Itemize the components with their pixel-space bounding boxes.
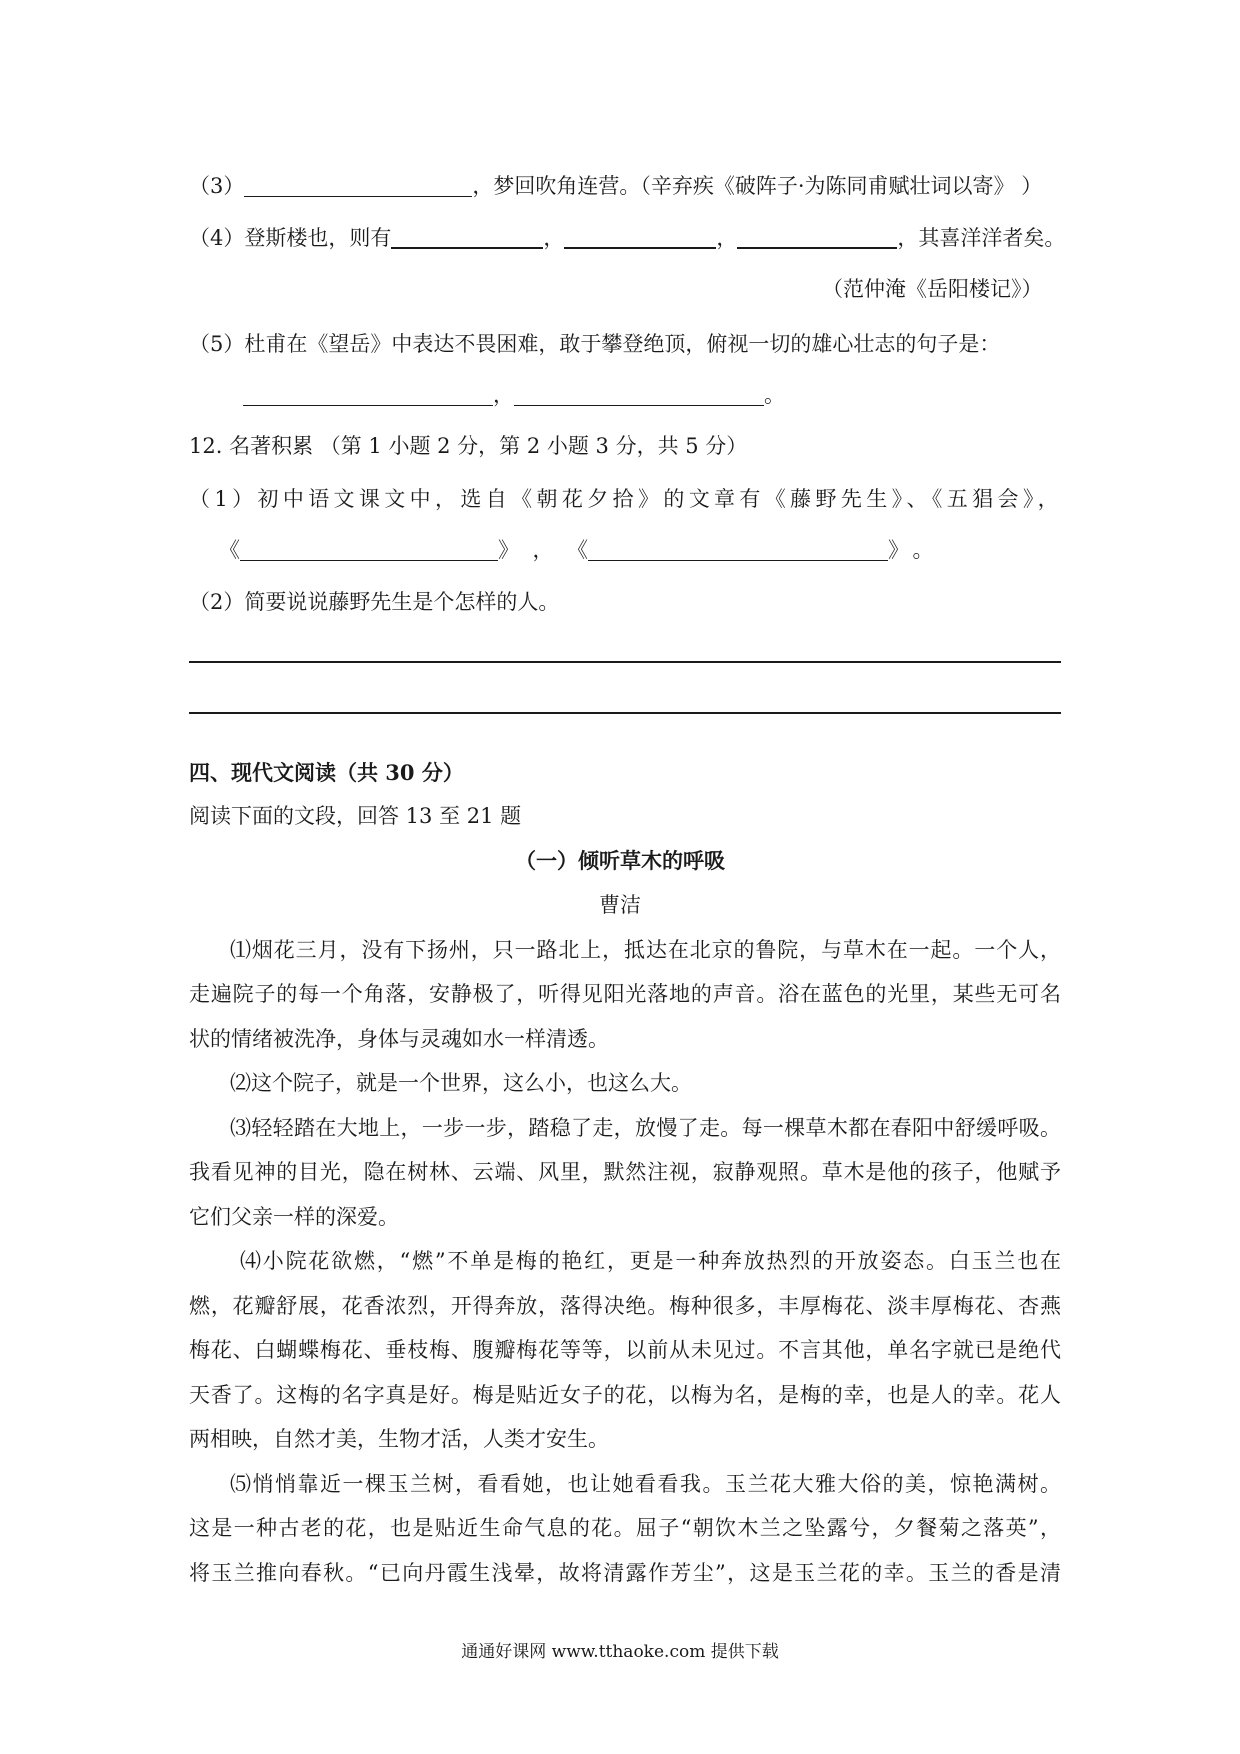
article-line: 两相映，自然才美，生物才活，人类才安生。 (189, 1427, 609, 1451)
answer-blank[interactable] (243, 383, 493, 406)
page-footer: 通通好课网 www.tthaoke.com 提供下载 (461, 1642, 779, 1662)
q11-item5: （5）杜甫在《望岳》中表达不畏困难，敢于攀登绝顶，俯视一切的雄心壮志的句子是： (189, 332, 1001, 356)
article-line: 燃，花瓣舒展，花香浓烈，开得奔放，落得决绝。梅种很多，丰厚梅花、淡丰厚梅花、杏燕 (189, 1294, 1062, 1318)
q11-item4 (189, 223, 1065, 253)
article-author: 曹洁 (599, 893, 641, 917)
article-line: ⑷小院花欲燃，“燃”不单是梅的艳红，更是一种奔放热烈的开放姿态。白玉兰也在 (240, 1249, 1063, 1273)
separator: 。 (912, 538, 934, 562)
book-bracket-close: 》 (498, 538, 509, 562)
answer-blank[interactable] (737, 225, 897, 249)
q11-item4-source: （范仲淹《岳阳楼记》） (822, 277, 1043, 301)
answer-blank[interactable] (564, 225, 716, 249)
item-text: ，其喜洋洋者矣。 (897, 226, 1066, 250)
answer-line[interactable] (189, 661, 1061, 663)
answer-line[interactable] (189, 712, 1061, 714)
section-title: 四、现代文阅读（共 30 分） (189, 760, 464, 785)
article-line: 这是一种古老的花，也是贴近生命气息的花。屈子“朝饮木兰之坠露兮，夕餐菊之落英”， (189, 1516, 1063, 1540)
article-line: 走遍院子的每一个角落，安静极了，听得见阳光落地的声音。浴在蓝色的光里，某些无可名 (189, 982, 1062, 1006)
answer-blank[interactable] (514, 383, 764, 406)
separator: ， (543, 226, 565, 250)
article-line: ⑶轻轻踏在大地上，一步一步，踏稳了走，放慢了走。每一棵草木都在春阳中舒缓呼吸。 (230, 1116, 1062, 1140)
answer-blank[interactable] (391, 225, 543, 249)
q12-item1-answer (219, 535, 934, 565)
q11-item3 (189, 171, 1042, 201)
book-bracket-close: 》 (888, 538, 899, 562)
q12-item1 (189, 484, 1064, 514)
q11-item5-answer (243, 380, 785, 410)
separator: ， (716, 226, 738, 250)
article-line: 它们父亲一样的深爱。 (189, 1205, 399, 1229)
article-line: 状的情绪被洗净，身体与灵魂如水一样清透。 (189, 1027, 609, 1051)
item-text: ，梦回吹角连营。（辛弃疾《破阵子·为陈同甫赋壮词以寄》 ） (472, 174, 1043, 198)
book-bracket-open: 《 (577, 538, 588, 562)
q12-item2: （2）简要说说藤野先生是个怎样的人。 (189, 590, 560, 614)
item-number: （3） (189, 174, 245, 198)
item-text: （4）登斯楼也，则有 (189, 226, 392, 250)
article-line: 天香了。这梅的名字真是好。梅是贴近女子的花，以梅为名，是梅的幸，也是人的幸。花人 (189, 1383, 1062, 1407)
q12-title: 12. 名著积累 （第 1 小题 2 分，第 2 小题 3 分，共 5 分） (189, 434, 748, 458)
article-title: （一）倾听草木的呼吸 (515, 848, 725, 873)
separator: 。 (764, 383, 785, 407)
item-text: （1）初中语文课文中，选自《朝花夕拾》的文章有《藤野先生》、《五猖会》， (189, 487, 1064, 511)
separator: ， (493, 383, 514, 407)
article-line: ⑴烟花三月，没有下扬州，只一路北上，抵达在北京的鲁院，与草木在一起。一个人， (230, 938, 1062, 962)
answer-blank[interactable] (240, 538, 498, 561)
article-line: ⑸悄悄靠近一棵玉兰树，看看她，也让她看看我。玉兰花大雅大俗的美，惊艳满树。 (230, 1472, 1063, 1496)
book-bracket-open: 《 (219, 538, 240, 562)
article-line: 将玉兰推向春秋。“已向丹霞生浅晕，故将清露作芳尘”，这是玉兰花的幸。玉兰的香是清 (189, 1561, 1063, 1585)
section-instruction: 阅读下面的文段，回答 13 至 21 题 (189, 804, 522, 828)
article-line: ⑵这个院子，就是一个世界，这么小，也这么大。 (230, 1071, 692, 1095)
answer-blank[interactable] (244, 174, 472, 197)
answer-blank[interactable] (588, 538, 888, 561)
separator: ， (532, 538, 554, 562)
article-line: 我看见神的目光，隐在树林、云端、风里，默然注视，寂静观照。草木是他的孩子，他赋予 (189, 1160, 1062, 1184)
article-line: 梅花、白蝴蝶梅花、垂枝梅、腹瓣梅花等等，以前从未见过。不言其他，单名字就已是绝代 (189, 1338, 1062, 1362)
